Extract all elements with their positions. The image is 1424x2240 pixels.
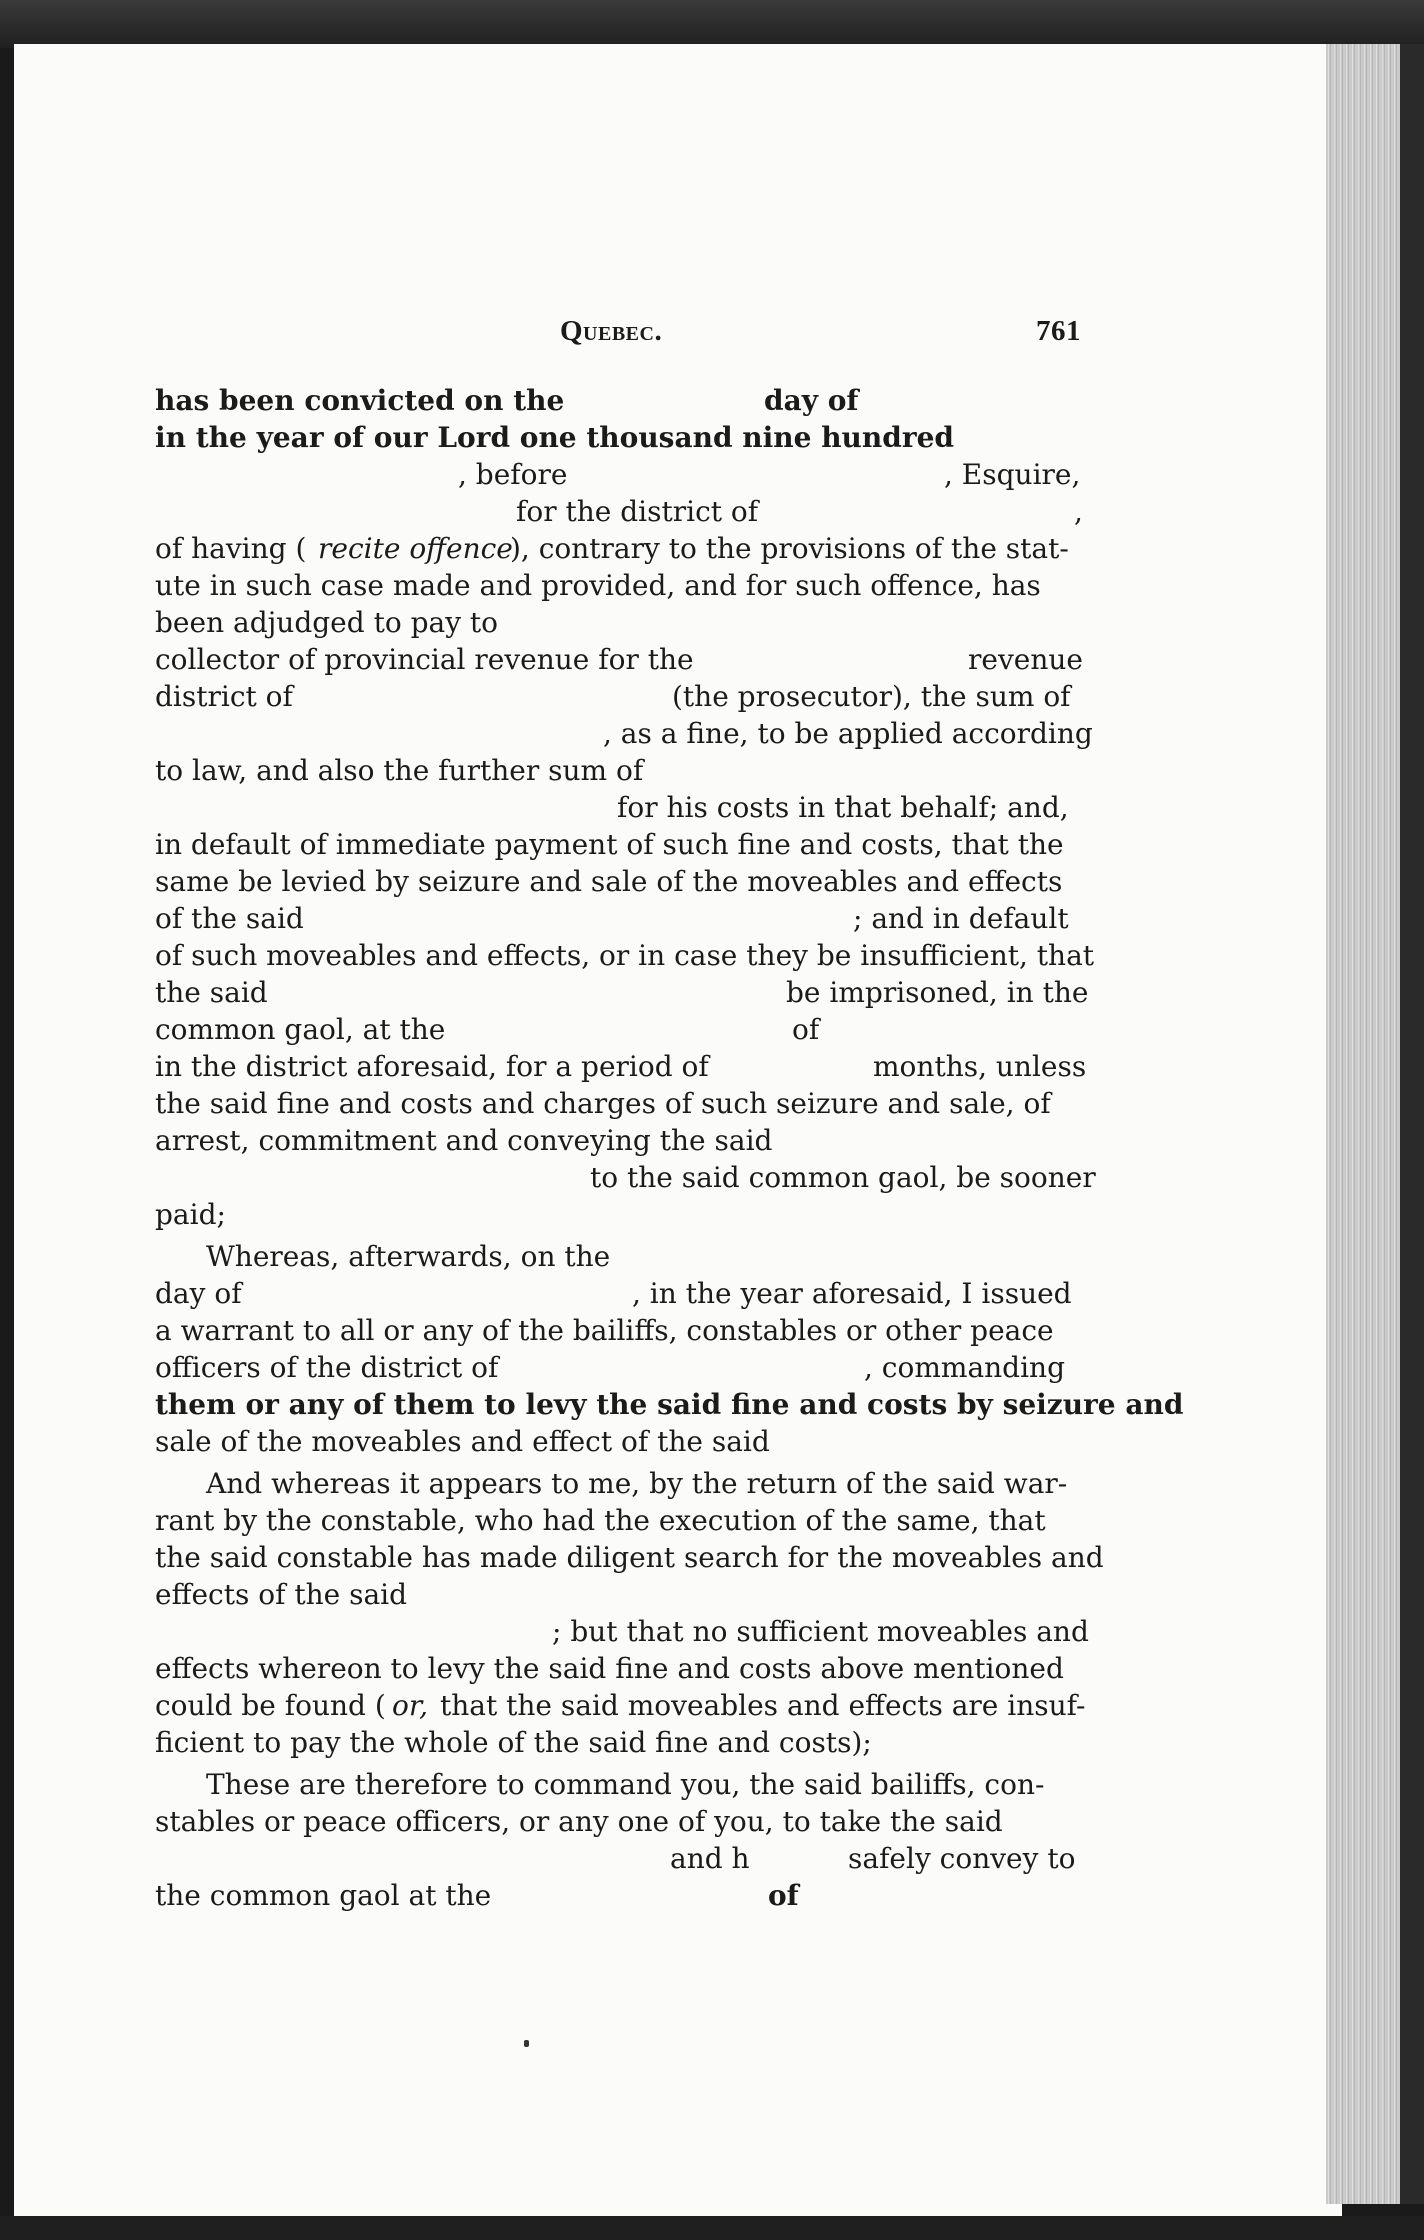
text-line-l27-seg1: , commanding: [864, 1351, 1066, 1384]
text-line-l09-seg1: (the prosecutor), the sum of: [672, 680, 1071, 713]
text-line-l10-seg0: , as a fine, to be applied according: [603, 717, 1093, 750]
page-edge-shadow: [1400, 44, 1424, 2204]
text-line-l07-seg0: been adjudged to pay to: [155, 606, 499, 639]
text-line-l09-seg0: district of: [155, 680, 293, 713]
text-line-l08-seg0: collector of provincial revenue for the: [155, 643, 694, 676]
running-title: Quebec.: [560, 315, 663, 347]
text-line-l26-seg0: a warrant to all or any of the bailiffs, constables or other peace: [155, 1314, 1054, 1347]
text-line-l36-seg0: could be found (: [155, 1689, 386, 1722]
text-line-l05-seg0: of having (: [155, 532, 307, 565]
text-line-l31-seg0: rant by the constable, who had the execution of the same, that: [155, 1504, 1046, 1537]
text-line-l05-seg2: ), contrary to the provisions of the stat-: [510, 532, 1069, 565]
text-line-l02-seg0: in the year of our Lord one thousand nine hundred: [155, 421, 954, 454]
text-line-l04-seg0: for the district of: [516, 495, 759, 528]
text-line-l39-seg0: stables or peace officers, or any one of you, to take the said: [155, 1805, 1003, 1838]
text-line-l05-seg1: recite offence: [318, 532, 513, 565]
text-line-l24-seg0: Whereas, afterwards, on the: [206, 1240, 611, 1273]
text-line-l21-seg0: arrest, commitment and conveying the said: [155, 1124, 773, 1157]
text-line-l32-seg0: the said constable has made diligent search for the moveables and: [155, 1541, 1104, 1574]
text-line-l01-seg1: day of: [764, 384, 859, 417]
text-line-l35-seg0: effects whereon to levy the said fine and costs above mentioned: [155, 1652, 1064, 1685]
text-line-l37-seg0: ficient to pay the whole of the said fine and costs);: [155, 1726, 872, 1759]
text-line-l23-seg0: paid;: [155, 1198, 226, 1231]
text-line-l19-seg1: months, unless: [873, 1050, 1087, 1083]
text-line-l41-seg0: the common gaol at the: [155, 1879, 492, 1912]
print-speck: [524, 2040, 529, 2047]
text-line-l29-seg0: sale of the moveables and effect of the said: [155, 1425, 770, 1458]
text-line-l15-seg1: ; and in default: [853, 902, 1069, 935]
text-line-l04-seg1: ,: [1074, 495, 1083, 528]
text-line-l33-seg0: effects of the said: [155, 1578, 408, 1611]
page-edge-stack: [1326, 44, 1410, 2204]
text-line-l15-seg0: of the said: [155, 902, 304, 935]
text-line-l12-seg0: for his costs in that behalf; and,: [617, 791, 1069, 824]
text-line-l41-seg1: of: [768, 1879, 799, 1912]
text-line-l17-seg0: the said: [155, 976, 268, 1009]
text-line-l06-seg0: ute in such case made and provided, and for such offence, has: [155, 569, 1041, 602]
text-line-l20-seg0: the said fine and costs and charges of such seizure and sale, of: [155, 1087, 1051, 1120]
text-line-l13-seg0: in default of immediate payment of such fine and costs, that the: [155, 828, 1064, 861]
text-line-l27-seg0: officers of the district of: [155, 1351, 499, 1384]
scan-top-border: [0, 0, 1424, 48]
text-line-l03-seg1: , Esquire,: [944, 458, 1081, 491]
text-line-l18-seg1: of: [792, 1013, 820, 1046]
text-line-l36-seg2: that the said moveables and effects are insuf-: [440, 1689, 1086, 1722]
text-line-l38-seg0: These are therefore to command you, the said bailiffs, con-: [206, 1768, 1045, 1801]
text-line-l11-seg0: to law, and also the further sum of: [155, 754, 644, 787]
page-number: 761: [1036, 315, 1081, 347]
text-line-l25-seg0: day of: [155, 1277, 242, 1310]
text-line-l16-seg0: of such moveables and effects, or in case they be insufficient, that: [155, 939, 1095, 972]
text-line-l22-seg0: to the said common gaol, be sooner: [590, 1161, 1096, 1194]
text-line-l36-seg1: or,: [392, 1689, 429, 1722]
text-line-l01-seg0: has been convicted on the: [155, 384, 565, 417]
text-line-l18-seg0: common gaol, at the: [155, 1013, 446, 1046]
text-line-l30-seg0: And whereas it appears to me, by the return of the said war-: [206, 1467, 1068, 1500]
text-line-l40-seg0: and h: [670, 1842, 750, 1875]
text-line-l40-seg1: safely convey to: [848, 1842, 1076, 1875]
text-line-l19-seg0: in the district aforesaid, for a period of: [155, 1050, 709, 1083]
text-line-l28-seg0: them or any of them to levy the said fine and costs by seizure and: [155, 1388, 1184, 1421]
text-line-l34-seg0: ; but that no sufficient moveables and: [552, 1615, 1089, 1648]
text-line-l03-seg0: , before: [458, 458, 568, 491]
scan-bottom-border: [0, 2216, 1424, 2240]
text-line-l14-seg0: same be levied by seizure and sale of the moveables and effects: [155, 865, 1063, 898]
text-line-l08-seg1: revenue: [968, 643, 1083, 676]
text-line-l25-seg1: , in the year aforesaid, I issued: [632, 1277, 1072, 1310]
text-line-l17-seg1: be imprisoned, in the: [786, 976, 1089, 1009]
